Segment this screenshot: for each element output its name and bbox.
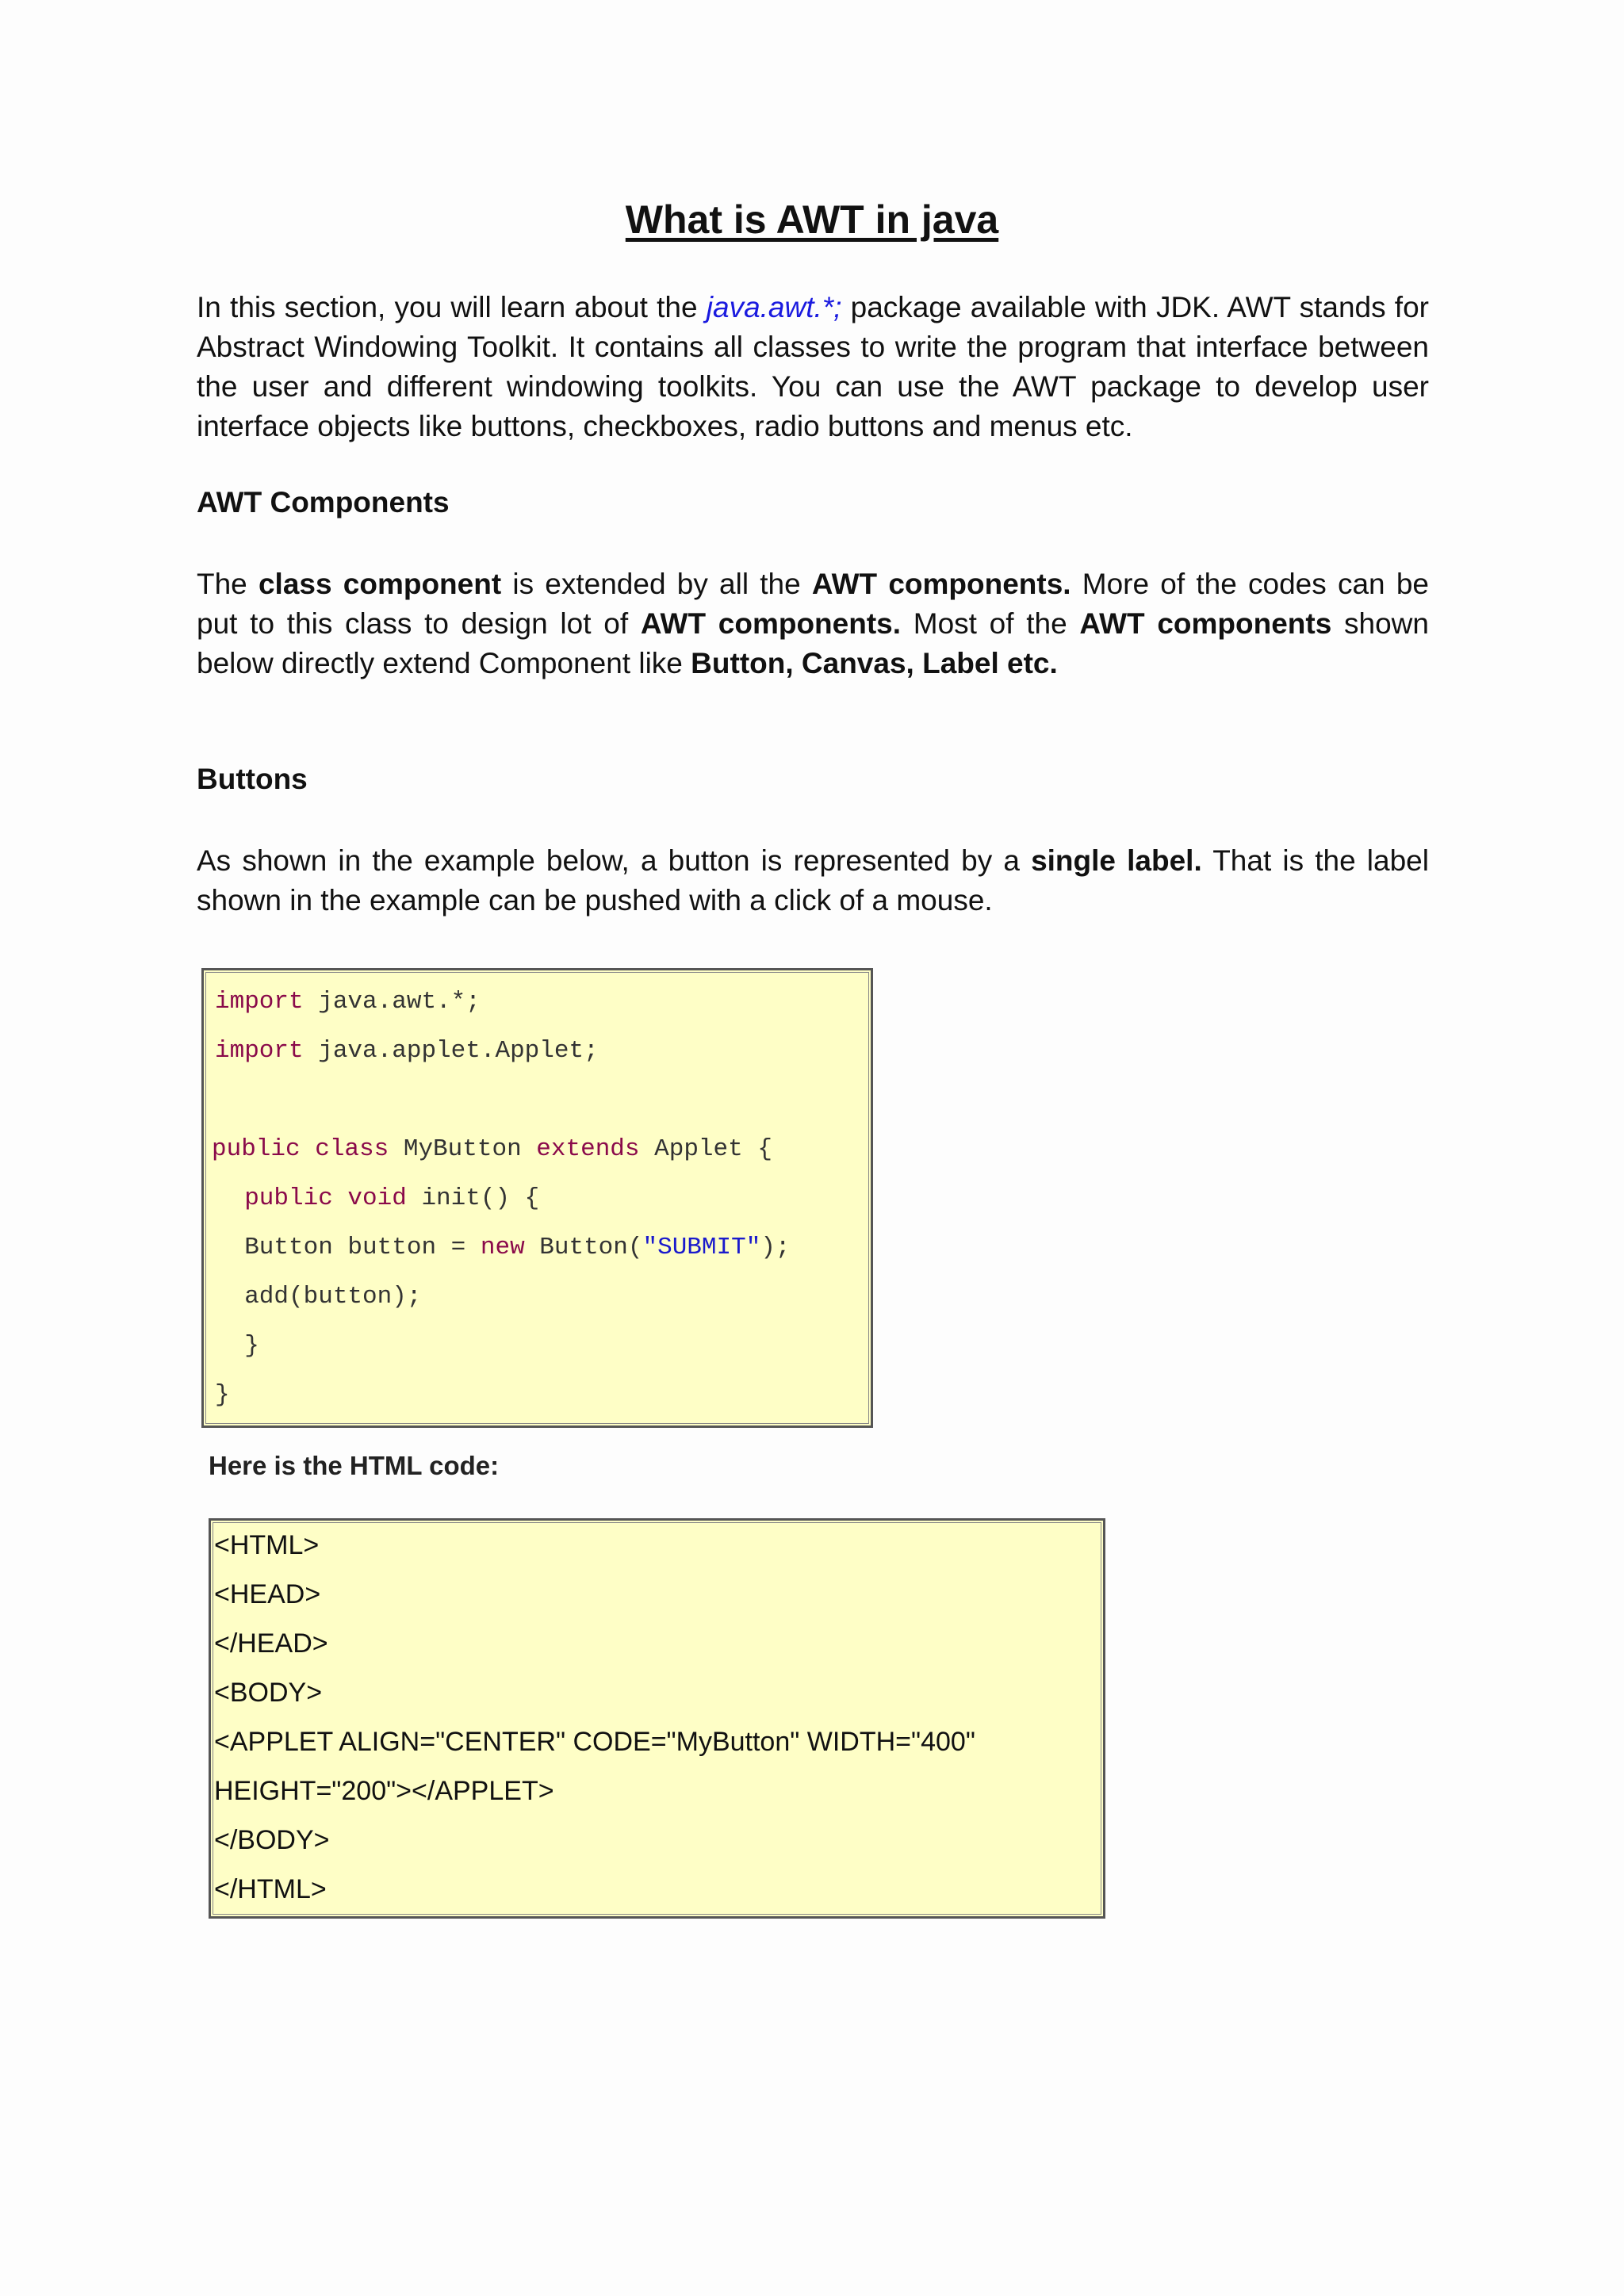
components-bold-3: AWT components. xyxy=(640,607,902,640)
html-line: <BODY> xyxy=(214,1678,323,1708)
awt-components-heading: AWT Components xyxy=(197,486,450,519)
code-line-3 xyxy=(212,1135,772,1163)
code-keyword: public void xyxy=(215,1184,407,1212)
buttons-bold-1: single label. xyxy=(1031,844,1202,877)
components-text-3: More of the codes can be put to this class to design lot of xyxy=(197,568,1429,640)
code-line-7: } xyxy=(215,1332,259,1360)
code-line-2 xyxy=(215,1037,599,1065)
code-text: java.awt.*; xyxy=(303,988,481,1016)
code-string: "SUBMIT" xyxy=(642,1234,761,1261)
html-line: </HTML> xyxy=(214,1874,327,1904)
buttons-heading: Buttons xyxy=(197,763,308,795)
page-title: What is AWT in java xyxy=(625,197,999,242)
intro-text-2: package available with JDK. AWT stands for Abstract Windowing Toolkit. It contains all classes to write the program that interface between the user and different windowing toolkits. You can use the AWT package to develop user interface objects like buttons, checkboxes, radio buttons and menus etc. xyxy=(197,291,1429,442)
components-bold-1: class component xyxy=(258,568,502,600)
components-bold-4: AWT components xyxy=(1079,607,1332,640)
code-line-5 xyxy=(215,1234,791,1261)
code-line-6: add(button); xyxy=(215,1283,422,1311)
code-text: MyButton xyxy=(389,1135,537,1163)
code-keyword: import xyxy=(215,988,304,1016)
package-name: java.awt.*; xyxy=(706,291,842,323)
code-text: init() { xyxy=(406,1184,540,1212)
html-line: HEIGHT="200"></APPLET> xyxy=(214,1776,554,1806)
code-line-4 xyxy=(215,1184,539,1212)
components-bold-5: Button, Canvas, Label etc. xyxy=(691,647,1058,679)
html-line: <HEAD> xyxy=(214,1579,321,1609)
code-text: java.applet.Applet; xyxy=(303,1037,599,1065)
html-line: </HEAD> xyxy=(214,1628,328,1659)
intro-text-1: In this section, you will learn about the xyxy=(197,291,707,323)
components-text-4: Most of the xyxy=(901,607,1080,640)
code-keyword: new xyxy=(480,1234,525,1261)
code-keyword: extends xyxy=(536,1135,640,1163)
code-text: ); xyxy=(760,1234,791,1261)
buttons-paragraph xyxy=(197,841,1429,920)
html-line: </BODY> xyxy=(214,1825,330,1855)
components-bold-2: AWT components. xyxy=(811,568,1071,600)
code-keyword: public class xyxy=(212,1135,389,1163)
code-text: Button( xyxy=(524,1234,643,1261)
components-paragraph xyxy=(197,564,1429,683)
components-text-1: The xyxy=(197,568,259,600)
buttons-text-2: That is the label shown in the example can be pushed with a click of a mouse. xyxy=(197,844,1429,916)
buttons-text-1: As shown in the example below, a button is represented by a xyxy=(197,844,1032,877)
code-line-1 xyxy=(215,988,481,1016)
components-text-2: is extended by all the xyxy=(501,568,812,600)
html-line: <APPLET ALIGN="CENTER" CODE="MyButton" WIDTH="400" xyxy=(214,1727,975,1757)
intro-paragraph xyxy=(197,288,1429,446)
components-text-5: shown below directly extend Component like xyxy=(197,607,1429,679)
html-line: <HTML> xyxy=(214,1530,320,1560)
code-text: Button button = xyxy=(215,1234,481,1261)
code-text: Applet { xyxy=(639,1135,772,1163)
code-line-8: } xyxy=(215,1381,230,1409)
java-code-box xyxy=(201,968,873,1428)
code-keyword: import xyxy=(215,1037,304,1065)
html-code-box xyxy=(209,1518,1105,1919)
html-code-caption: Here is the HTML code: xyxy=(209,1451,500,1480)
